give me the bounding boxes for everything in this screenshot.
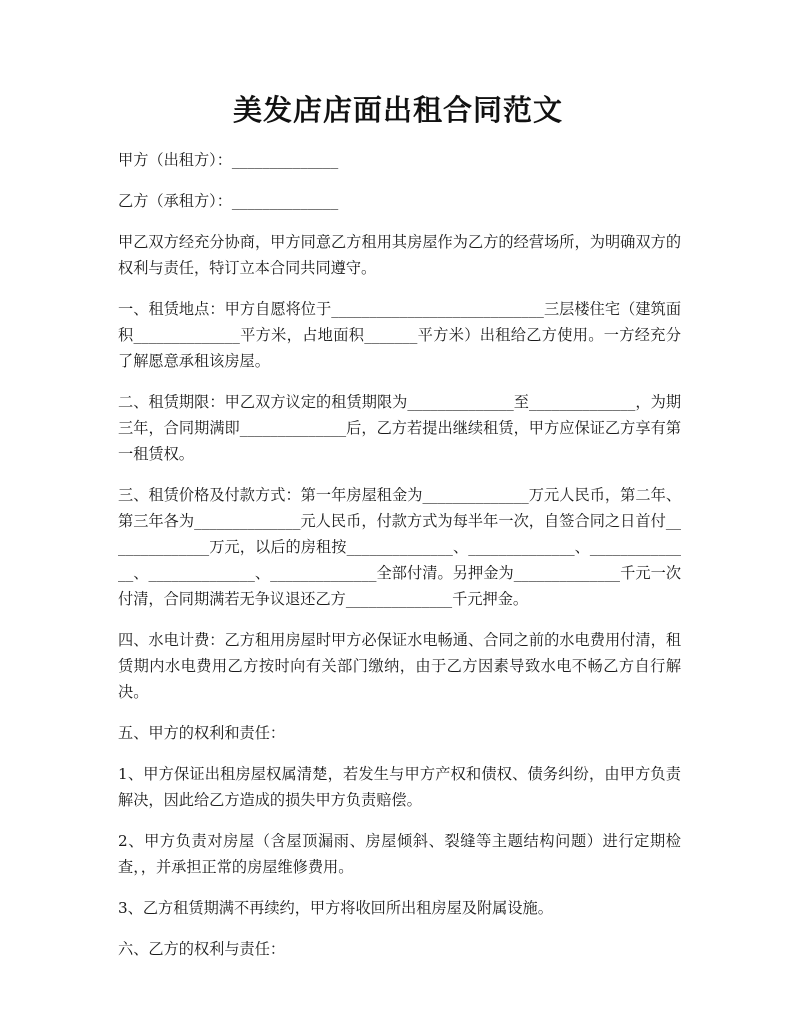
clause-3-payment: 三、租赁价格及付款方式：第一年房屋租金为______________万元人民币，第二年、第三年各为______________元人民币，付款方式为每半年一次，自签合同之日首付______________万元，以后的房租按______________、______________、______________、______________、______________全部付清。另押金为______________千元一次付清，合同期满若无争议退还乙方______________千元押金。 [118,486,681,608]
clause-5-heading: 五、甲方的权利和责任： [118,724,286,742]
clause-2-term: 二、租赁期限：甲乙双方议定的租赁期限为______________至______________，为期三年，合同期满即______________后，乙方若提出继续租赁，甲方应保证乙方享有第一租赁权。 [118,393,681,463]
party-b-line: 乙方（承租方）：______________ [118,192,339,210]
clause-5-item-2: 2、甲方负责对房屋（含屋顶漏雨、房屋倾斜、裂缝等主题结构问题）进行定期检查，，并承担正常的房屋维修费用。 [118,832,681,876]
clause-5-item-3: 3、乙方租赁期满不再续约，甲方将收回所出租房屋及附属设施。 [118,899,553,917]
clause-5-item-1: 1、甲方保证出租房屋权属清楚，若发生与甲方产权和债权、债务纠纷，由甲方负责解决，因此给乙方造成的损失甲方负责赔偿。 [118,765,681,809]
preamble-paragraph: 甲乙双方经充分协商，甲方同意乙方租用其房屋作为乙方的经营场所，为明确双方的权利与责任，特订立本合同共同遵守。 [118,233,681,277]
clause-6-heading: 六、乙方的权利与责任： [118,940,286,958]
clause-4-utilities: 四、水电计费：乙方租用房屋时甲方必保证水电畅通、合同之前的水电费用付清，租赁期内水电费用乙方按时向有关部门缴纳，由于乙方因素导致水电不畅乙方自行解决。 [118,631,681,701]
document-body [118,147,681,977]
clause-1-location: 一、租赁地点：甲方自愿将位于____________________________三层楼住宅（建筑面积______________平方米，占地面积_______平方米）出租给乙方使用。一方经充分了解愿意承租该房屋。 [118,300,681,370]
document-title: 美发店店面出租合同范文 [232,93,563,127]
party-a-line: 甲方（出租方）：______________ [118,151,339,169]
